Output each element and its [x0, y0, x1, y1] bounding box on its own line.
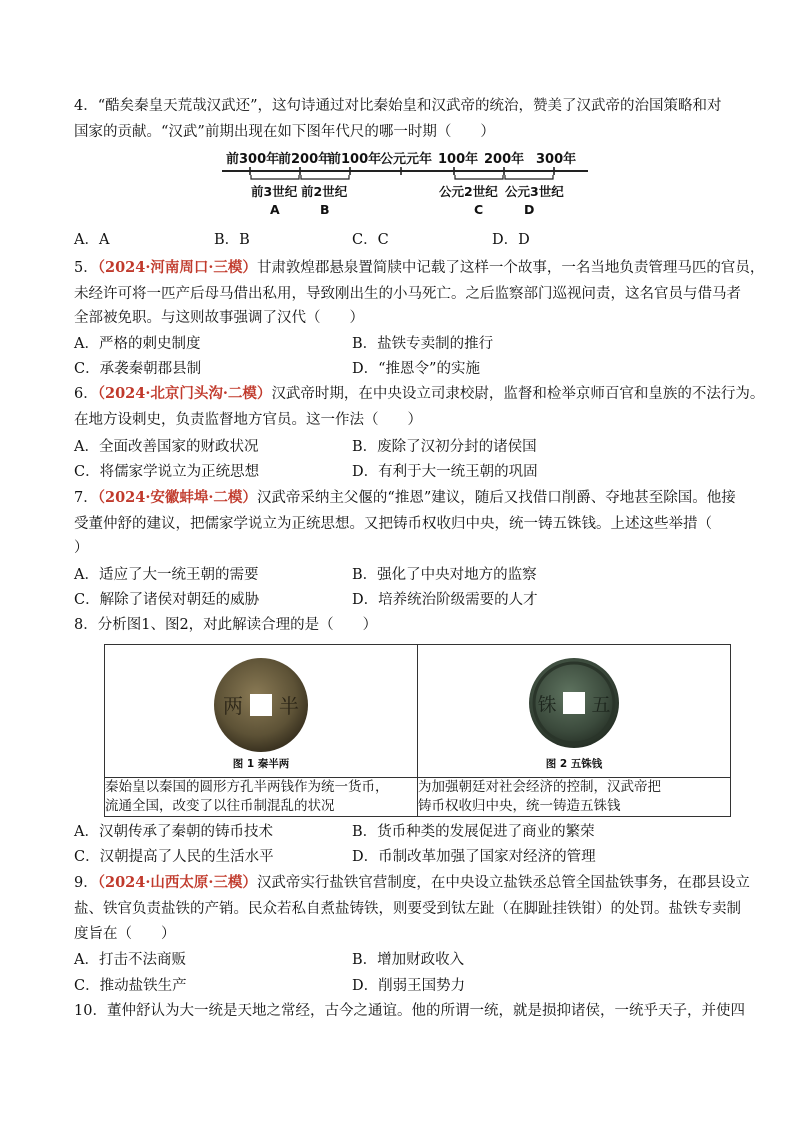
q8-option-d[interactable]: D．币制改革加强了国家对经济的管理: [352, 849, 596, 865]
question-number: 9．: [74, 875, 98, 891]
q7-stem-line2: 受董仲舒的建议，把儒家学说立为正统思想。又把铸币权收归中央，统一铸五铢钱。上述这些举措（: [74, 516, 712, 532]
q4-option-a[interactable]: A．A: [74, 232, 110, 248]
q7-option-a[interactable]: A．适应了大一统王朝的需要: [74, 567, 259, 583]
q9-stem-line1: [74, 872, 750, 894]
q9-option-d[interactable]: D．削弱王国势力: [352, 978, 466, 994]
q5-stem-line3: 全部被免职。与这则故事强调了汉代（ ）: [74, 310, 364, 326]
timeline-period-letter: C: [474, 202, 484, 217]
timeline-period-label: 前3世纪: [251, 184, 298, 199]
wu-zhu-coin-image: [418, 645, 730, 755]
q8-option-c[interactable]: C．汉朝提高了人民的生活水平: [74, 849, 274, 865]
question-number: 7．: [74, 490, 98, 506]
q5-option-b[interactable]: B．盐铁专卖制的推行: [352, 336, 494, 352]
timeline-label: 200年: [484, 152, 525, 167]
q5-option-a[interactable]: A．严格的刺史制度: [74, 336, 201, 352]
q6-option-b[interactable]: B．废除了汉初分封的诸侯国: [352, 439, 537, 455]
q6-option-a[interactable]: A．全面改善国家的财政状况: [74, 439, 259, 455]
q8-stem: 8．分析图1、图2，对此解读合理的是（ ）: [74, 617, 378, 633]
timeline-period-letter: B: [320, 202, 330, 217]
question-source: （2024·河南周口·三模）: [97, 259, 257, 276]
q6-stem-line1: [74, 383, 765, 405]
q9-option-b[interactable]: B．增加财政收入: [352, 952, 465, 968]
coin-character: 半: [279, 694, 299, 718]
q9-stem-line3: 度旨在（ ）: [74, 926, 176, 942]
q10-stem-line1: 10．董仲舒认为大一统是天地之常经，古今之通谊。他的所谓一统，就是损抑诸侯，一统乎天子，并使四: [74, 1003, 745, 1019]
q9-stem-line2: 盐、铁官负责盐铁的产销。民众若私自煮盐铸铁，则要受到钛左趾（在脚趾挂铁钳）的处罚。盐铁专卖制: [74, 901, 741, 917]
timeline-figure: [220, 148, 590, 223]
description-line: 秦始皇以秦国的圆形方孔半两钱作为统一货币，: [105, 779, 389, 795]
timeline-label: 300年: [536, 152, 577, 167]
q5-stem-line1: [74, 257, 765, 279]
q9-option-a[interactable]: A．打击不法商贩: [74, 952, 186, 968]
description-line: 流通全国，改变了以往币制混乱的状况: [105, 798, 335, 814]
timeline-label: 前200年: [278, 152, 332, 167]
timeline-period-label: 公元2世纪: [439, 184, 498, 199]
question-source: （2024·安徽蚌埠·二模）: [97, 489, 257, 506]
question-text: 汉武帝时期，在中央设立司隶校尉，监督和检举京师百官和皇族的不法行为。: [271, 386, 765, 402]
description-line: 为加强朝廷对社会经济的控制，汉武帝把: [418, 779, 661, 795]
question-number: 6．: [74, 386, 98, 402]
q6-option-d[interactable]: D．有利于大一统王朝的巩固: [352, 464, 538, 480]
q4-stem-line2: 国家的贡献。“汉武”前期出现在如下图年代尺的哪一时期（ ）: [74, 124, 495, 140]
question-source: （2024·北京门头沟·二模）: [97, 385, 272, 402]
coin-character: 两: [223, 694, 243, 718]
figure-1-description: [105, 778, 418, 817]
q4-option-c[interactable]: C．C: [352, 232, 389, 248]
q8-option-a[interactable]: A．汉朝传承了秦朝的铸币技术: [74, 824, 273, 840]
q5-stem-line2: 未经许可将一匹产后母马借出私用，导致刚出生的小马死亡。之后监察部门巡视问责，这名官员与借马者: [74, 286, 741, 302]
q4-option-b[interactable]: B．B: [214, 232, 250, 248]
timeline-period-letter: D: [524, 202, 535, 217]
figure-1-caption: 图 1 秦半两: [232, 758, 290, 770]
question-source: （2024·山西太原·三模）: [97, 874, 257, 891]
q9-option-c[interactable]: C．推动盐铁生产: [74, 978, 187, 994]
q8-option-b[interactable]: B．货币种类的发展促进了商业的繁荣: [352, 824, 595, 840]
timeline-period-label: 前2世纪: [301, 184, 348, 199]
timeline-label: 前300年: [226, 152, 280, 167]
coin-character: 五: [591, 694, 611, 716]
coin-character: 铢: [537, 694, 557, 716]
q6-option-c[interactable]: C．将儒家学说立为正统思想: [74, 464, 260, 480]
question-text: 汉武帝实行盐铁官营制度，在中央设立盐铁丞总管全国盐铁事务，在郡县设立: [256, 875, 750, 891]
figure-2-description: [418, 778, 731, 817]
figure-1-cell: [105, 645, 418, 778]
question-number: 5．: [74, 260, 98, 276]
timeline-period-label: 公元3世纪: [505, 184, 564, 199]
timeline-period-letter: A: [270, 202, 280, 217]
timeline-label: 前100年: [328, 152, 382, 167]
timeline-label: 100年: [438, 152, 479, 167]
figure-2-caption: 图 2 五铢钱: [545, 758, 603, 770]
description-line: 铸币权收归中央，统一铸造五铢钱: [418, 798, 621, 814]
coin-figure-table: [104, 644, 731, 817]
q7-option-d[interactable]: D．培养统治阶级需要的人才: [352, 592, 538, 608]
q6-stem-line2: 在地方设刺史，负责监督地方官员。这一作法（ ）: [74, 412, 422, 428]
q7-option-c[interactable]: C．解除了诸侯对朝廷的威胁: [74, 592, 260, 608]
question-text: 汉武帝采纳主父偃的“推恩”建议，随后又找借口削爵、夺地甚至除国。他接: [256, 490, 736, 506]
q5-option-c[interactable]: C．承袭秦朝郡县制: [74, 361, 202, 377]
figure-2-cell: [418, 645, 731, 778]
q4-option-d[interactable]: D．D: [492, 232, 530, 248]
q7-stem-line3: ）: [74, 540, 89, 556]
timeline-label: 公元元年: [380, 152, 433, 167]
q7-option-b[interactable]: B．强化了中央对地方的监察: [352, 567, 537, 583]
ban-liang-coin-image: [105, 645, 417, 755]
question-text: 甘肃敦煌郡悬泉置简牍中记载了这样一个故事，一名当地负责管理马匹的官员，: [256, 260, 765, 276]
q5-option-d[interactable]: D．“推恩令”的实施: [352, 361, 480, 377]
q7-stem-line1: [74, 487, 736, 509]
q4-stem-line1: 4．“酷矣秦皇天荒哉汉武还”，这句诗通过对比秦始皇和汉武帝的统治，赞美了汉武帝的治国策略和对: [74, 98, 722, 114]
